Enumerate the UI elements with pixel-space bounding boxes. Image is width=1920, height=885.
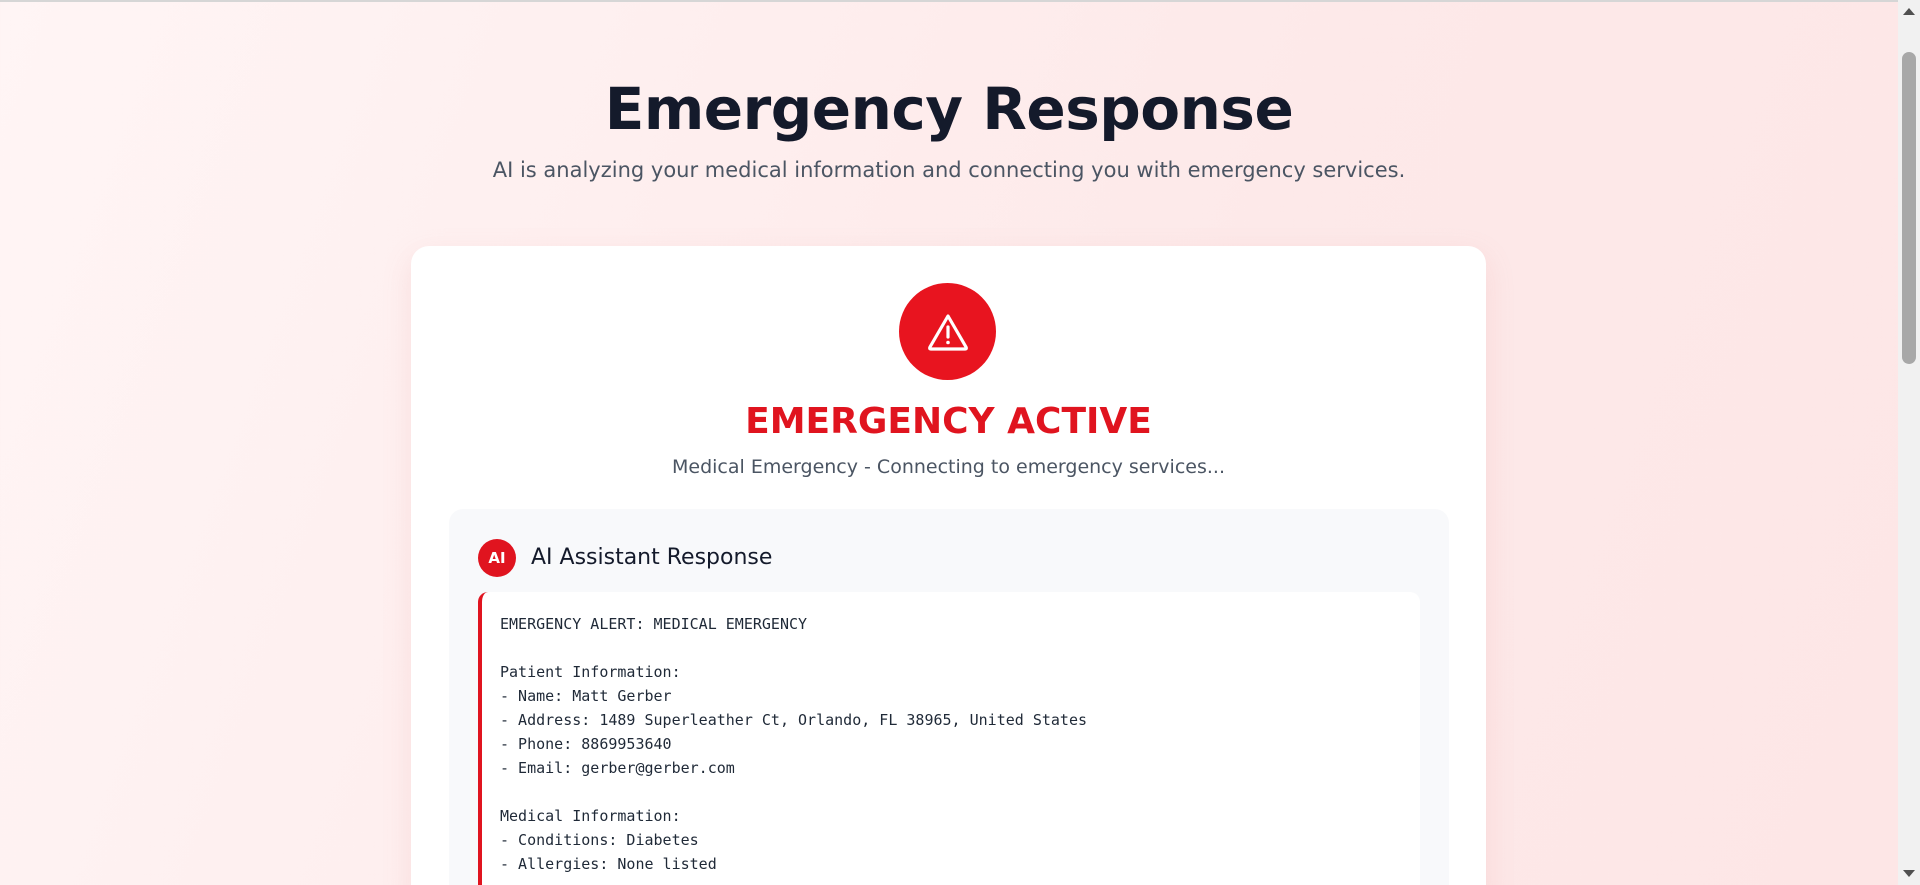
message-line: - Address: 1489 Superleather Ct, Orlando, FL 38965, United States xyxy=(500,711,1087,729)
message-line: - Name: Matt Gerber xyxy=(500,687,672,705)
alert-triangle-icon xyxy=(899,283,996,380)
emergency-card xyxy=(411,246,1486,885)
message-line: Patient Information: xyxy=(500,663,681,681)
page-title: Emergency Response xyxy=(604,75,1294,143)
ai-response-panel xyxy=(449,509,1449,885)
message-line xyxy=(500,780,1402,804)
ai-message-box xyxy=(478,592,1420,885)
status-title: EMERGENCY ACTIVE xyxy=(745,401,1152,442)
ai-avatar-badge: AI xyxy=(478,539,516,577)
message-line: - Conditions: Diabetes xyxy=(500,831,699,849)
message-line xyxy=(500,636,1402,660)
scroll-down-arrow-icon[interactable] xyxy=(1903,870,1915,877)
message-line: Medical Information: xyxy=(500,807,681,825)
ai-response-title: AI Assistant Response xyxy=(531,545,773,570)
scroll-up-arrow-icon[interactable] xyxy=(1903,8,1915,15)
message-line: EMERGENCY ALERT: MEDICAL EMERGENCY xyxy=(500,615,808,633)
status-description: Medical Emergency - Connecting to emergency services... xyxy=(672,456,1225,478)
message-line: - Phone: 8869953640 xyxy=(500,735,672,753)
vertical-scrollbar[interactable] xyxy=(1898,0,1920,885)
message-line: - Allergies: None listed xyxy=(500,855,717,873)
scrollbar-thumb[interactable] xyxy=(1902,52,1916,364)
message-line: - Email: gerber@gerber.com xyxy=(500,759,735,777)
page-subtitle: AI is analyzing your medical information and connecting you with emergency services. xyxy=(492,158,1406,182)
